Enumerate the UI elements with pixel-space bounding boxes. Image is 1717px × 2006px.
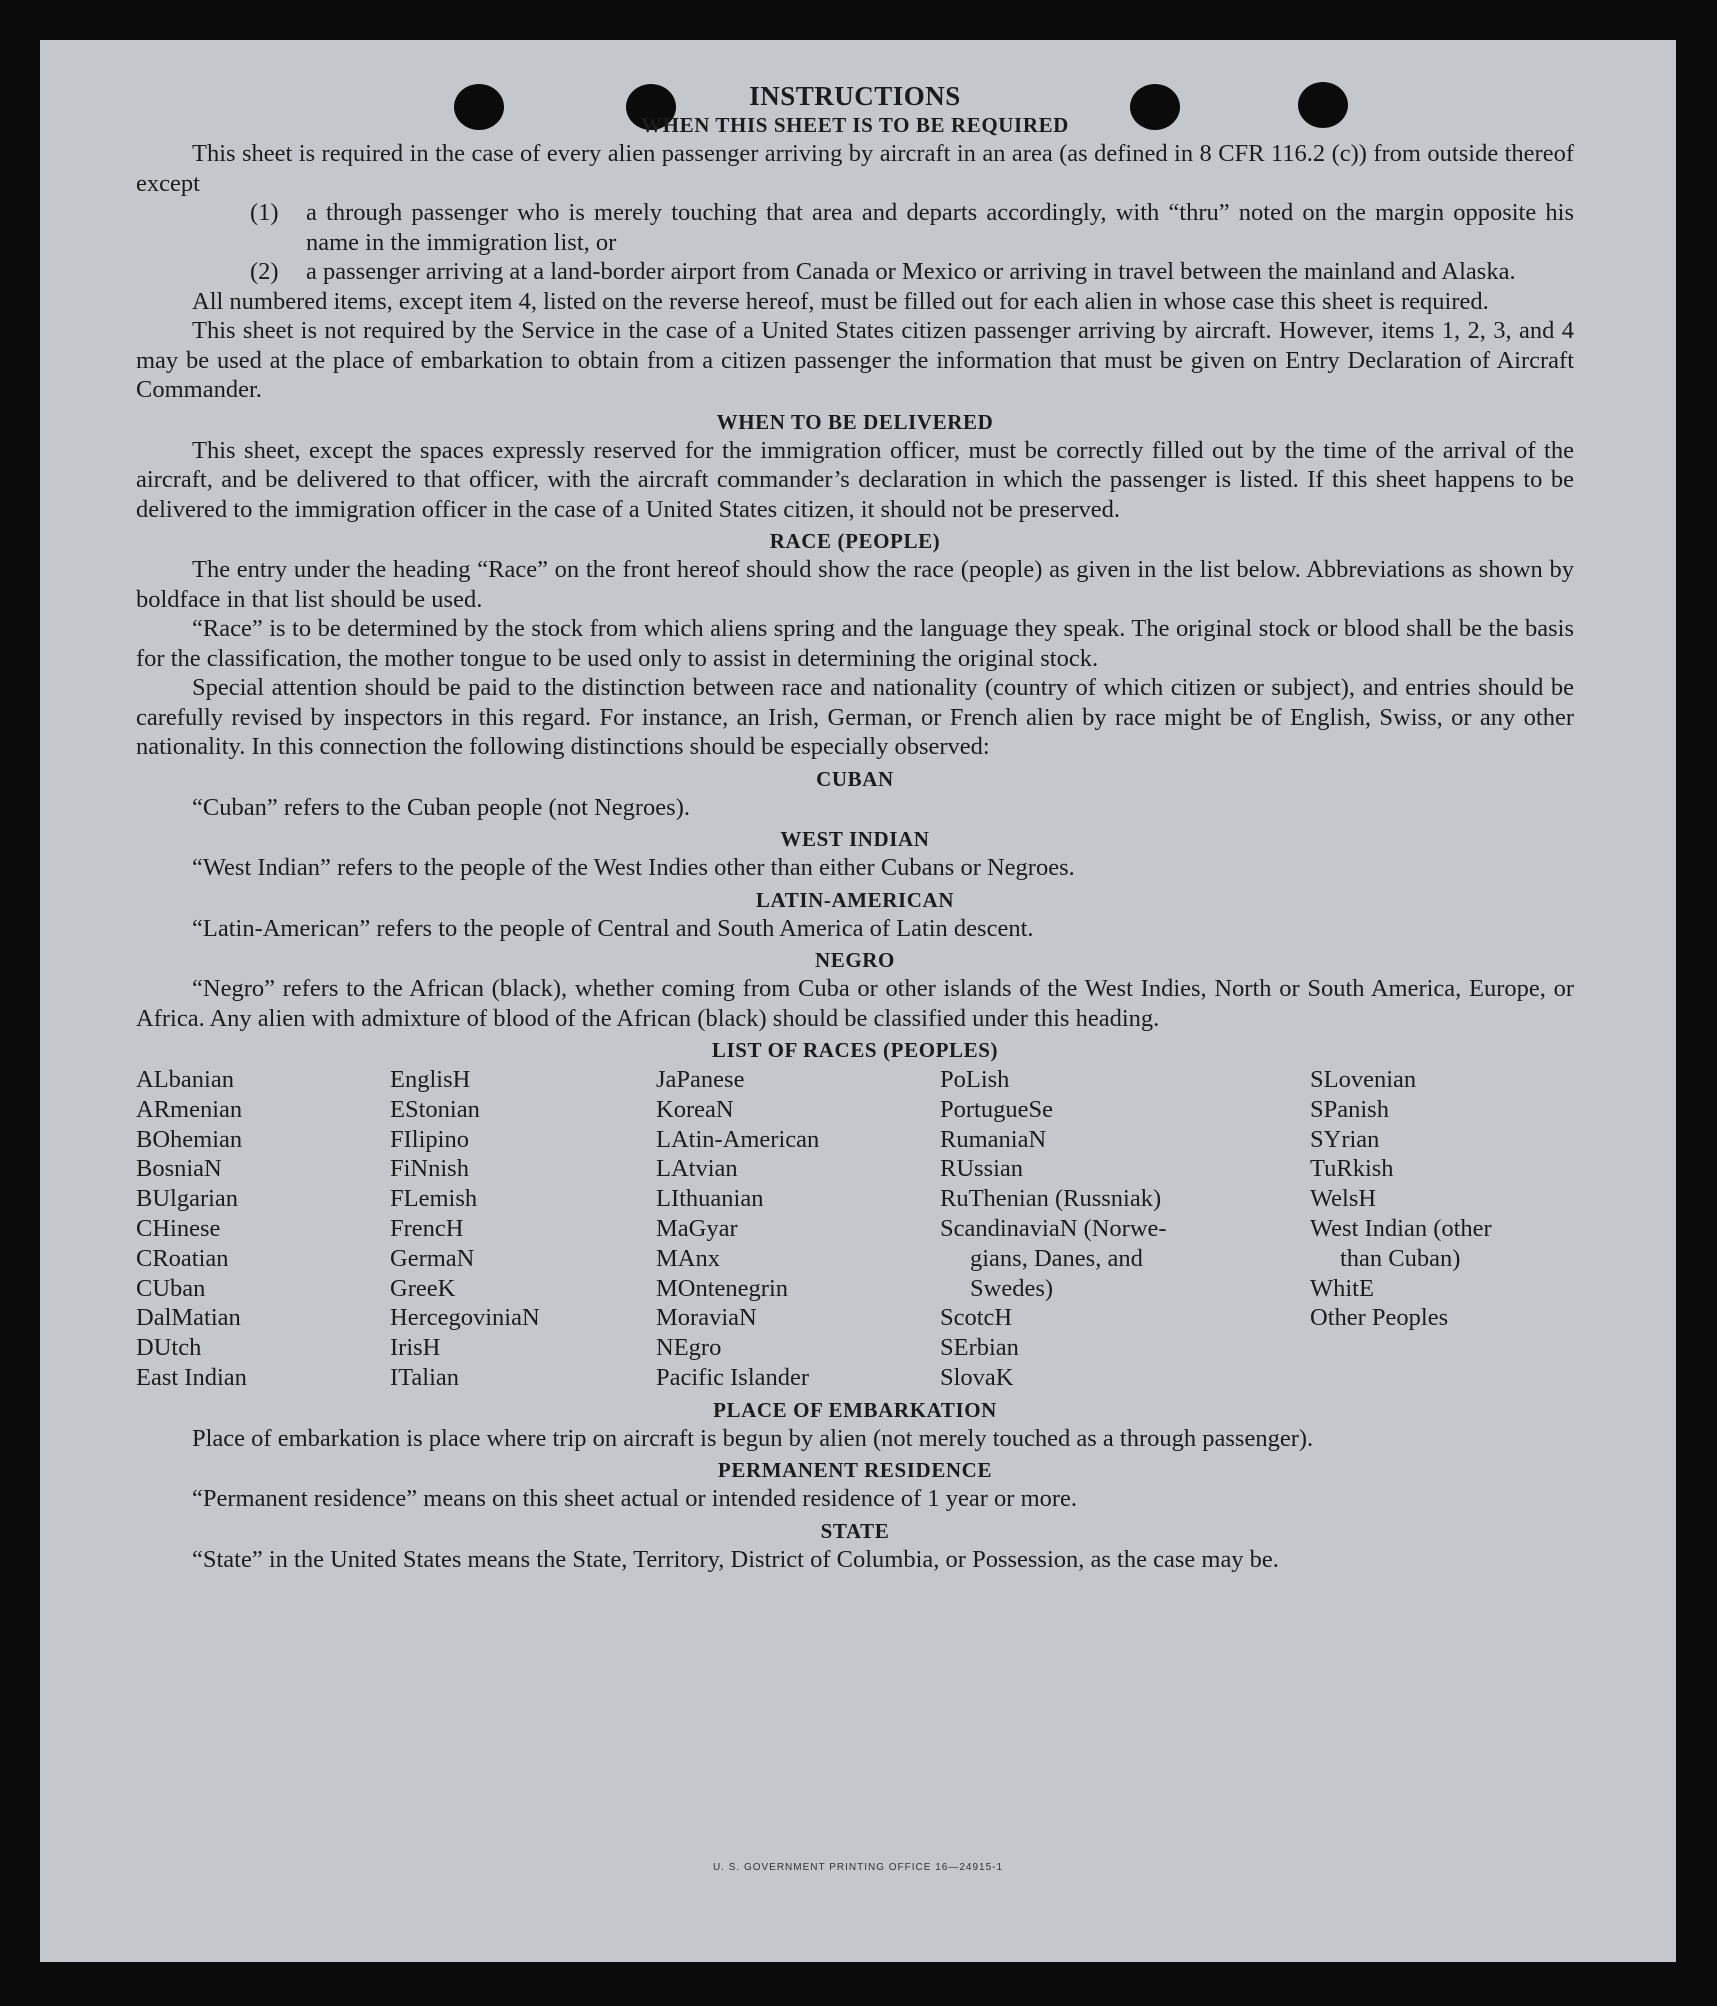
paragraph: This sheet, except the spaces expressly reserved for the immigration officer, must be correctly filled out by the time of the arrival of the aircraft, and be delivered to that officer, with the aircraft commander’s declaration in which the passenger is listed. If this sheet happens to be delivered to the immigration officer in the case of a United States citizen, it should not be preserved. [136, 436, 1574, 523]
race-entry: West Indian (other [1310, 1214, 1492, 1242]
paragraph: This sheet is required in the case of every alien passenger arriving by aircraft in an area (as defined in 8 CFR 116.2 (c)) from outside thereof except [136, 140, 1574, 197]
section-heading-cuban: CUBAN [816, 766, 894, 791]
race-entry: LIthuanian [656, 1185, 764, 1213]
race-entry: ScandinaviaN (Norwe- [940, 1214, 1167, 1242]
race-entry: MoraviaN [656, 1304, 757, 1332]
race-entry: East Indian [136, 1363, 247, 1391]
race-entry: SPanish [1310, 1095, 1389, 1123]
race-entry: ITalian [390, 1363, 460, 1391]
item-number: (2) [250, 258, 279, 285]
race-entry: BosniaN [136, 1155, 222, 1183]
printing-office-footer: U. S. GOVERNMENT PRINTING OFFICE 16—24915-1 [712, 1862, 1004, 1873]
race-entry: CUban [136, 1274, 206, 1302]
race-entry: IrisH [390, 1334, 441, 1362]
race-entry: PoLish [940, 1066, 1010, 1093]
item-number: (1) [250, 199, 279, 226]
race-entry: HercegoviniaN [390, 1304, 540, 1332]
paragraph: “Cuban” refers to the Cuban people (not Negroes). [192, 793, 690, 821]
paragraph: “State” in the United States means the State, Territory, District of Columbia, or Possession, as the case may be. [192, 1545, 1279, 1573]
race-entry: ScotcH [940, 1304, 1013, 1332]
race-entry: ARmenian [136, 1095, 243, 1123]
race-entry: SlovaK [940, 1363, 1014, 1391]
race-entry: gians, Danes, and [970, 1244, 1143, 1272]
race-entry: PortugueSe [940, 1095, 1053, 1123]
paragraph: All numbered items, except item 4, listed on the reverse hereof, must be filled out for each alien in whose case this sheet is required. [192, 287, 1489, 315]
document-page [40, 40, 1676, 1962]
race-entry: BUlgarian [136, 1185, 239, 1213]
section-heading-state: STATE [820, 1518, 890, 1543]
race-column [136, 1065, 390, 1393]
paragraph: “Latin-American” refers to the people of Central and South America of Latin descent. [192, 914, 1034, 942]
section-heading-race: RACE (PEOPLE) [769, 529, 941, 553]
race-entry: Other Peoples [1310, 1304, 1449, 1332]
paragraph: The entry under the heading “Race” on the front hereof should show the race (people) as given in the list below. Abbreviations as shown by boldface in that list should be used. [136, 556, 1574, 613]
race-entry: BOhemian [136, 1125, 243, 1153]
paragraph: Special attention should be paid to the distinction between race and nationality (country of which citizen or subject), and entries should be carefully revised by inspectors in this regard. For instance, an Irish, German, or French alien by race might be of English, Swiss, or any other nationality. In this connection the following distinctions should be especially observed: [136, 674, 1574, 760]
section-heading-place-of-embarkation: PLACE OF EMBARKATION [713, 1397, 997, 1422]
race-entry: CHinese [136, 1214, 221, 1242]
race-column [940, 1065, 1310, 1393]
paragraph: “West Indian” refers to the people of the West Indies other than either Cubans or Negroes. [192, 854, 1075, 881]
race-entry: TuRkish [1310, 1155, 1394, 1183]
section-heading-west-indian: WEST INDIAN [780, 827, 930, 851]
race-column [390, 1065, 656, 1393]
paragraph: This sheet is not required by the Service in the case of a United States citizen passenger arriving by aircraft. However, items 1, 2, 3, and 4 may be used at the place of embarkation to obtain from a citizen passenger the information that must be given on Entry Declaration of Aircraft Commander. [136, 317, 1574, 403]
race-entry: EStonian [390, 1095, 480, 1123]
race-entry: GreeK [390, 1274, 456, 1302]
race-entry: FiNnish [390, 1155, 469, 1183]
section-heading-list-of-races: LIST OF RACES (PEOPLES) [711, 1038, 999, 1062]
paragraph: “Negro” refers to the African (black), whether coming from Cuba or other islands of the West Indies, North or South America, Europe, or Africa. Any alien with admixture of blood of the African (black) should be classified under this heading. [136, 975, 1574, 1032]
race-list [136, 1065, 1574, 1393]
instructions-content [136, 80, 1574, 1574]
section-heading-negro: NEGRO [814, 948, 895, 972]
race-entry: FLemish [390, 1185, 478, 1213]
race-column [656, 1065, 940, 1393]
race-entry: FIlipino [390, 1125, 469, 1153]
list-item [250, 257, 1574, 287]
page-title: INSTRUCTIONS [749, 81, 961, 111]
race-entry: RumaniaN [940, 1125, 1047, 1153]
race-entry: JaPanese [656, 1066, 745, 1093]
race-entry: DUtch [136, 1334, 202, 1362]
section-heading-when-required: WHEN THIS SHEET IS TO BE REQUIRED [641, 113, 1069, 137]
paragraph: Place of embarkation is place where trip on aircraft is begun by alien (not merely touched as a through passenger). [192, 1424, 1314, 1452]
race-entry: SLovenian [1310, 1066, 1417, 1093]
race-entry: RUssian [940, 1155, 1024, 1183]
item-text: a through passenger who is merely touching that area and departs accordingly, with “thru” noted on the margin opposite his name in the immigration list, or [306, 199, 1574, 256]
race-entry: MOntenegrin [656, 1274, 788, 1302]
section-heading-when-delivered: WHEN TO BE DELIVERED [716, 409, 994, 434]
race-entry: Pacific Islander [656, 1363, 810, 1391]
race-column [1310, 1065, 1574, 1393]
race-entry: than Cuban) [1340, 1244, 1461, 1272]
race-entry: LAtvian [656, 1155, 738, 1183]
race-entry: NEgro [656, 1334, 722, 1362]
item-text: a passenger arriving at a land-border airport from Canada or Mexico or arriving in travel between the mainland and Alaska. [306, 258, 1516, 285]
section-heading-latin-american: LATIN-AMERICAN [755, 887, 955, 912]
race-entry: EnglisH [390, 1066, 471, 1093]
paragraph: “Race” is to be determined by the stock from which aliens spring and the language they speak. The original stock or blood shall be the basis for the classification, the mother tongue to be used only to assist in determining the original stock. [136, 615, 1574, 672]
race-entry: RuThenian (Russniak) [940, 1185, 1162, 1213]
race-entry: GermaN [390, 1244, 475, 1272]
race-entry: KoreaN [656, 1095, 734, 1123]
race-entry: Swedes) [970, 1274, 1054, 1302]
race-entry: ALbanian [136, 1066, 234, 1093]
race-entry: SErbian [940, 1334, 1019, 1362]
race-entry: FrencH [390, 1214, 464, 1242]
race-entry: WelsH [1310, 1185, 1377, 1213]
section-heading-permanent-residence: PERMANENT RESIDENCE [717, 1458, 993, 1483]
race-entry: CRoatian [136, 1244, 229, 1272]
paragraph: “Permanent residence” means on this sheet actual or intended residence of 1 year or more. [192, 1485, 1078, 1513]
race-entry: MAnx [656, 1244, 720, 1272]
race-entry: DalMatian [136, 1304, 241, 1332]
race-entry: WhitE [1310, 1274, 1374, 1302]
race-entry: SYrian [1310, 1125, 1380, 1153]
race-entry: LAtin-American [656, 1125, 820, 1153]
list-item [250, 198, 1574, 257]
race-entry: MaGyar [656, 1214, 738, 1242]
